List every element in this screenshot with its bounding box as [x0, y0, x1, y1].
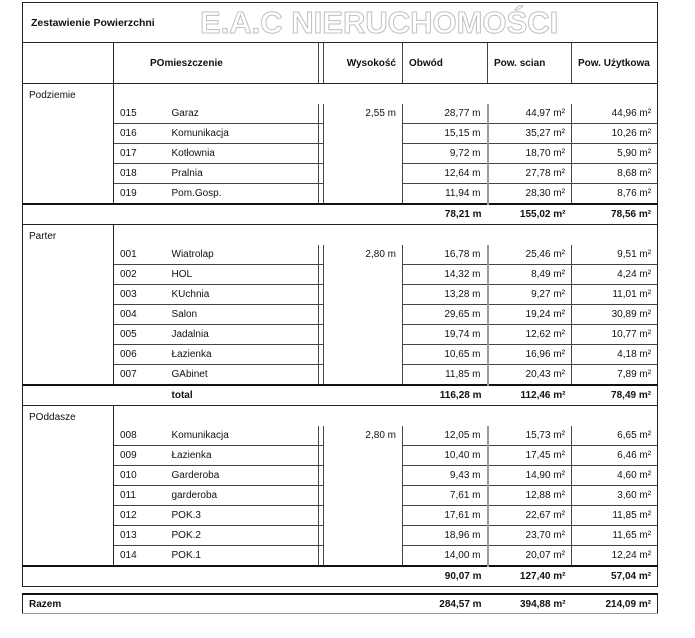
- table-row: [23, 104, 658, 124]
- double-divider: [319, 124, 324, 144]
- room-name: Jadalnia: [166, 325, 319, 345]
- header-room: POmieszczenie: [114, 43, 319, 84]
- grand-total-label: Razem: [23, 594, 403, 614]
- room-wall-area: 20,07 m²: [488, 546, 572, 567]
- room-height: 2,80 m: [324, 245, 403, 385]
- room-name: HOL: [166, 265, 319, 285]
- section-total-spacer: [23, 385, 166, 406]
- room-name: Łazienka: [166, 446, 319, 466]
- room-usable-area: 9,51 m²: [572, 245, 658, 265]
- section-label: Parter: [23, 225, 114, 386]
- room-name: Garderoba: [166, 466, 319, 486]
- room-perimeter: 16,78 m: [403, 245, 488, 265]
- room-code: 015: [114, 104, 166, 124]
- room-name: KUchnia: [166, 285, 319, 305]
- room-perimeter: 11,94 m: [403, 184, 488, 205]
- room-perimeter: 15,15 m: [403, 124, 488, 144]
- room-wall-area: 18,70 m²: [488, 144, 572, 164]
- room-wall-area: 15,73 m²: [488, 426, 572, 446]
- room-perimeter: 9,72 m: [403, 144, 488, 164]
- room-usable-area: 11,85 m²: [572, 506, 658, 526]
- header-wall-area: Pow. scian: [488, 43, 572, 84]
- room-usable-area: 7,89 m²: [572, 365, 658, 386]
- title-row: [23, 3, 658, 43]
- section-total-row: [23, 385, 658, 406]
- room-usable-area: 4,60 m²: [572, 466, 658, 486]
- room-perimeter: 7,61 m: [403, 486, 488, 506]
- section-total-row: [23, 204, 658, 225]
- room-name: POK.1: [166, 546, 319, 567]
- section-total-usable: 78,49 m²: [572, 385, 658, 406]
- room-name: Salon: [166, 305, 319, 325]
- section-spacer: [114, 225, 658, 246]
- section-total-spacer: [23, 204, 166, 225]
- room-usable-area: 5,90 m²: [572, 144, 658, 164]
- room-code: 006: [114, 345, 166, 365]
- room-wall-area: 9,27 m²: [488, 285, 572, 305]
- double-divider: [319, 265, 324, 285]
- double-divider: [319, 285, 324, 305]
- room-usable-area: 44,96 m²: [572, 104, 658, 124]
- room-code: 011: [114, 486, 166, 506]
- room-code: 005: [114, 325, 166, 345]
- grand-total-usable: 214,09 m²: [572, 594, 658, 614]
- room-code: 014: [114, 546, 166, 567]
- room-usable-area: 4,24 m²: [572, 265, 658, 285]
- double-divider: [319, 365, 324, 386]
- room-perimeter: 19,74 m: [403, 325, 488, 345]
- room-name: Pralnia: [166, 164, 319, 184]
- room-usable-area: 30,89 m²: [572, 305, 658, 325]
- room-code: 001: [114, 245, 166, 265]
- header-perimeter: Obwód: [403, 43, 488, 84]
- room-perimeter: 13,28 m: [403, 285, 488, 305]
- table-row: [23, 245, 658, 265]
- section-total-wall: 155,02 m²: [488, 204, 572, 225]
- room-code: 016: [114, 124, 166, 144]
- room-name: Garaz: [166, 104, 319, 124]
- room-code: 013: [114, 526, 166, 546]
- room-wall-area: 12,88 m²: [488, 486, 572, 506]
- room-usable-area: 11,65 m²: [572, 526, 658, 546]
- room-usable-area: 6,46 m²: [572, 446, 658, 466]
- room-wall-area: 22,67 m²: [488, 506, 572, 526]
- double-divider: [319, 506, 324, 526]
- room-usable-area: 12,24 m²: [572, 546, 658, 567]
- room-name: Łazienka: [166, 345, 319, 365]
- section-total-perimeter: 116,28 m: [403, 385, 488, 406]
- room-code: 017: [114, 144, 166, 164]
- room-code: 002: [114, 265, 166, 285]
- room-usable-area: 8,68 m²: [572, 164, 658, 184]
- room-name: Komunikacja: [166, 426, 319, 446]
- double-divider: [319, 345, 324, 365]
- room-name: Pom.Gosp.: [166, 184, 319, 205]
- room-usable-area: 8,76 m²: [572, 184, 658, 205]
- double-divider: [319, 466, 324, 486]
- section-total-perimeter: 78,21 m: [403, 204, 488, 225]
- section-spacer: [114, 406, 658, 427]
- room-perimeter: 28,77 m: [403, 104, 488, 124]
- room-perimeter: 29,65 m: [403, 305, 488, 325]
- room-name: GAbinet: [166, 365, 319, 386]
- room-height: 2,80 m: [324, 426, 403, 566]
- double-divider: [319, 325, 324, 345]
- room-code: 010: [114, 466, 166, 486]
- room-name: Komunikacja: [166, 124, 319, 144]
- room-perimeter: 18,96 m: [403, 526, 488, 546]
- room-name: Wiatrolap: [166, 245, 319, 265]
- room-wall-area: 19,24 m²: [488, 305, 572, 325]
- room-perimeter: 9,43 m: [403, 466, 488, 486]
- watermark: E.A.C NIERUCHOMOŚCI: [200, 5, 559, 40]
- room-name: garderoba: [166, 486, 319, 506]
- room-perimeter: 11,85 m: [403, 365, 488, 386]
- room-code: 008: [114, 426, 166, 446]
- section-total-usable: 57,04 m²: [572, 566, 658, 587]
- section-total-label: [166, 566, 403, 587]
- double-divider: [319, 305, 324, 325]
- room-perimeter: 12,64 m: [403, 164, 488, 184]
- room-perimeter: 17,61 m: [403, 506, 488, 526]
- room-wall-area: 28,30 m²: [488, 184, 572, 205]
- room-name: Kotłownia: [166, 144, 319, 164]
- room-code: 004: [114, 305, 166, 325]
- section-header-row: [23, 84, 658, 105]
- double-divider: [319, 144, 324, 164]
- section-total-label: total: [166, 385, 403, 406]
- room-code: 019: [114, 184, 166, 205]
- grand-total-table: [22, 593, 658, 614]
- room-perimeter: 10,65 m: [403, 345, 488, 365]
- double-divider: [319, 546, 324, 567]
- section-total-label: [166, 204, 403, 225]
- room-wall-area: 20,43 m²: [488, 365, 572, 386]
- room-code: 009: [114, 446, 166, 466]
- room-perimeter: 10,40 m: [403, 446, 488, 466]
- room-wall-area: 12,62 m²: [488, 325, 572, 345]
- room-name: POK.2: [166, 526, 319, 546]
- room-code: 003: [114, 285, 166, 305]
- area-summary-table: [22, 2, 658, 587]
- double-divider: [319, 446, 324, 466]
- table-title: Zestawienie Powierzchni: [23, 3, 658, 43]
- section-total-spacer: [23, 566, 166, 587]
- room-wall-area: 16,96 m²: [488, 345, 572, 365]
- section-total-wall: 127,40 m²: [488, 566, 572, 587]
- room-code: 018: [114, 164, 166, 184]
- section-label: Podziemie: [23, 84, 114, 205]
- room-height: 2,55 m: [324, 104, 403, 204]
- room-usable-area: 3,60 m²: [572, 486, 658, 506]
- room-wall-area: 27,78 m²: [488, 164, 572, 184]
- section-total-row: [23, 566, 658, 587]
- room-wall-area: 8,49 m²: [488, 265, 572, 285]
- section-label: POddasze: [23, 406, 114, 567]
- room-wall-area: 14,90 m²: [488, 466, 572, 486]
- room-name: POK.3: [166, 506, 319, 526]
- section-spacer: [114, 84, 658, 105]
- room-usable-area: 10,77 m²: [572, 325, 658, 345]
- room-wall-area: 25,46 m²: [488, 245, 572, 265]
- header-row: [23, 43, 658, 84]
- room-usable-area: 6,65 m²: [572, 426, 658, 446]
- section-total-perimeter: 90,07 m: [403, 566, 488, 587]
- table-row: [23, 426, 658, 446]
- room-code: 012: [114, 506, 166, 526]
- room-wall-area: 17,45 m²: [488, 446, 572, 466]
- room-wall-area: 35,27 m²: [488, 124, 572, 144]
- room-usable-area: 11,01 m²: [572, 285, 658, 305]
- section-total-wall: 112,46 m²: [488, 385, 572, 406]
- grand-total-wall: 394,88 m²: [488, 594, 572, 614]
- double-divider: [319, 486, 324, 506]
- header-height: Wysokość: [324, 43, 403, 84]
- room-wall-area: 44,97 m²: [488, 104, 572, 124]
- room-perimeter: 14,00 m: [403, 546, 488, 567]
- double-divider: [319, 184, 324, 205]
- section-header-row: [23, 406, 658, 427]
- room-usable-area: 10,26 m²: [572, 124, 658, 144]
- section-total-usable: 78,56 m²: [572, 204, 658, 225]
- room-perimeter: 14,32 m: [403, 265, 488, 285]
- grand-total-perimeter: 284,57 m: [403, 594, 488, 614]
- room-perimeter: 12,05 m: [403, 426, 488, 446]
- header-usable-area: Pow. Użytkowa: [572, 43, 658, 84]
- double-divider: [319, 526, 324, 546]
- room-code: 007: [114, 365, 166, 386]
- grand-total-row: [23, 594, 658, 614]
- room-wall-area: 23,70 m²: [488, 526, 572, 546]
- double-divider: [319, 164, 324, 184]
- room-usable-area: 4,18 m²: [572, 345, 658, 365]
- section-header-row: [23, 225, 658, 246]
